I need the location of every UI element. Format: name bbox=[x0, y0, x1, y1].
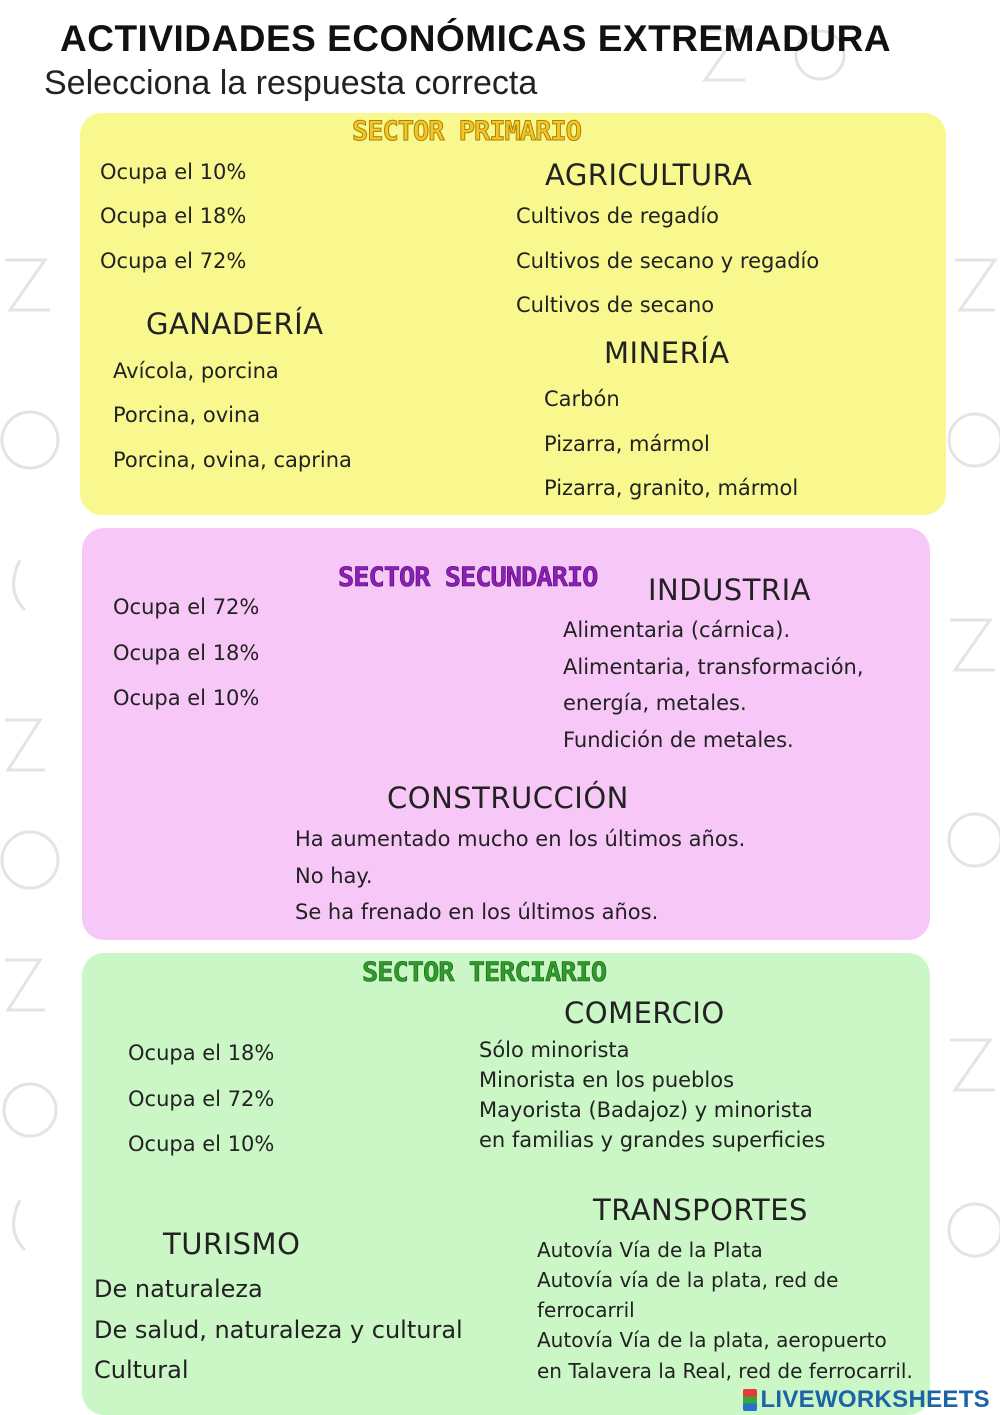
comercio-option[interactable]: Sólo minorista bbox=[479, 1038, 630, 1062]
agricultura-option[interactable]: Cultivos de regadío bbox=[516, 204, 719, 228]
mineria-option[interactable]: Pizarra, mármol bbox=[544, 432, 710, 456]
comercio-option[interactable]: Mayorista (Badajoz) y minorista bbox=[479, 1098, 813, 1122]
ganaderia-option[interactable]: Porcina, ovina bbox=[113, 403, 261, 427]
turismo-option[interactable]: Cultural bbox=[94, 1356, 189, 1384]
terciario-percent-option[interactable]: Ocupa el 72% bbox=[128, 1087, 275, 1111]
industria-option[interactable]: Alimentaria (cárnica). bbox=[563, 618, 791, 642]
sector-terciario-heading: SECTOR TERCIARIO bbox=[362, 957, 607, 988]
construccion-heading: CONSTRUCCIÓN bbox=[387, 781, 629, 815]
secundario-percent-option[interactable]: Ocupa el 18% bbox=[113, 641, 260, 665]
construccion-option[interactable]: Ha aumentado mucho en los últimos años. bbox=[295, 827, 746, 851]
comercio-option[interactable]: en familias y grandes superficies bbox=[479, 1128, 826, 1152]
page-title: ACTIVIDADES ECONÓMICAS EXTREMADURA bbox=[60, 18, 892, 59]
sector-secundario-heading: SECTOR SECUNDARIO bbox=[338, 562, 598, 593]
ganaderia-option[interactable]: Avícola, porcina bbox=[113, 359, 279, 383]
instruction-text: Selecciona la respuesta correcta bbox=[44, 64, 538, 102]
primario-percent-option[interactable]: Ocupa el 72% bbox=[100, 249, 247, 273]
mineria-option[interactable]: Carbón bbox=[544, 387, 620, 411]
primario-percent-option[interactable]: Ocupa el 10% bbox=[100, 160, 247, 184]
transportes-option[interactable]: ferrocarril bbox=[537, 1298, 635, 1322]
transportes-option[interactable]: Autovía Vía de la plata, aeropuerto bbox=[537, 1328, 887, 1352]
mineria-option[interactable]: Pizarra, granito, mármol bbox=[544, 476, 799, 500]
turismo-heading: TURISMO bbox=[163, 1227, 301, 1261]
sector-primario-heading: SECTOR PRIMARIO bbox=[352, 116, 581, 147]
transportes-option[interactable]: en Talavera la Real, red de ferrocarril. bbox=[537, 1359, 913, 1383]
secundario-percent-option[interactable]: Ocupa el 10% bbox=[113, 686, 260, 710]
industria-option[interactable]: energía, metales. bbox=[563, 691, 747, 715]
ganaderia-heading: GANADERÍA bbox=[146, 307, 324, 341]
liveworksheets-logo-icon bbox=[743, 1389, 757, 1411]
construccion-option[interactable]: No hay. bbox=[295, 864, 373, 888]
transportes-option[interactable]: Autovía Vía de la Plata bbox=[537, 1238, 763, 1262]
construccion-option[interactable]: Se ha frenado en los últimos años. bbox=[295, 900, 659, 924]
secundario-percent-option[interactable]: Ocupa el 72% bbox=[113, 595, 260, 619]
transportes-heading: TRANSPORTES bbox=[593, 1193, 808, 1227]
transportes-option[interactable]: Autovía vía de la plata, red de bbox=[537, 1268, 839, 1292]
terciario-percent-option[interactable]: Ocupa el 18% bbox=[128, 1041, 275, 1065]
turismo-option[interactable]: De naturaleza bbox=[94, 1275, 263, 1303]
ganaderia-option[interactable]: Porcina, ovina, caprina bbox=[113, 448, 352, 472]
industria-option[interactable]: Fundición de metales. bbox=[563, 728, 794, 752]
liveworksheets-logo bbox=[743, 1386, 990, 1414]
liveworksheets-brand-text: LIVEWORKSHEETS bbox=[760, 1386, 990, 1413]
mineria-heading: MINERÍA bbox=[604, 336, 730, 370]
turismo-option[interactable]: De salud, naturaleza y cultural bbox=[94, 1316, 463, 1344]
agricultura-option[interactable]: Cultivos de secano bbox=[516, 293, 715, 317]
comercio-heading: COMERCIO bbox=[564, 996, 725, 1030]
terciario-percent-option[interactable]: Ocupa el 10% bbox=[128, 1132, 275, 1156]
primario-percent-option[interactable]: Ocupa el 18% bbox=[100, 204, 247, 228]
industria-heading: INDUSTRIA bbox=[648, 573, 811, 607]
comercio-option[interactable]: Minorista en los pueblos bbox=[479, 1068, 735, 1092]
agricultura-heading: AGRICULTURA bbox=[545, 158, 753, 192]
industria-option[interactable]: Alimentaria, transformación, bbox=[563, 655, 864, 679]
agricultura-option[interactable]: Cultivos de secano y regadío bbox=[516, 249, 820, 273]
